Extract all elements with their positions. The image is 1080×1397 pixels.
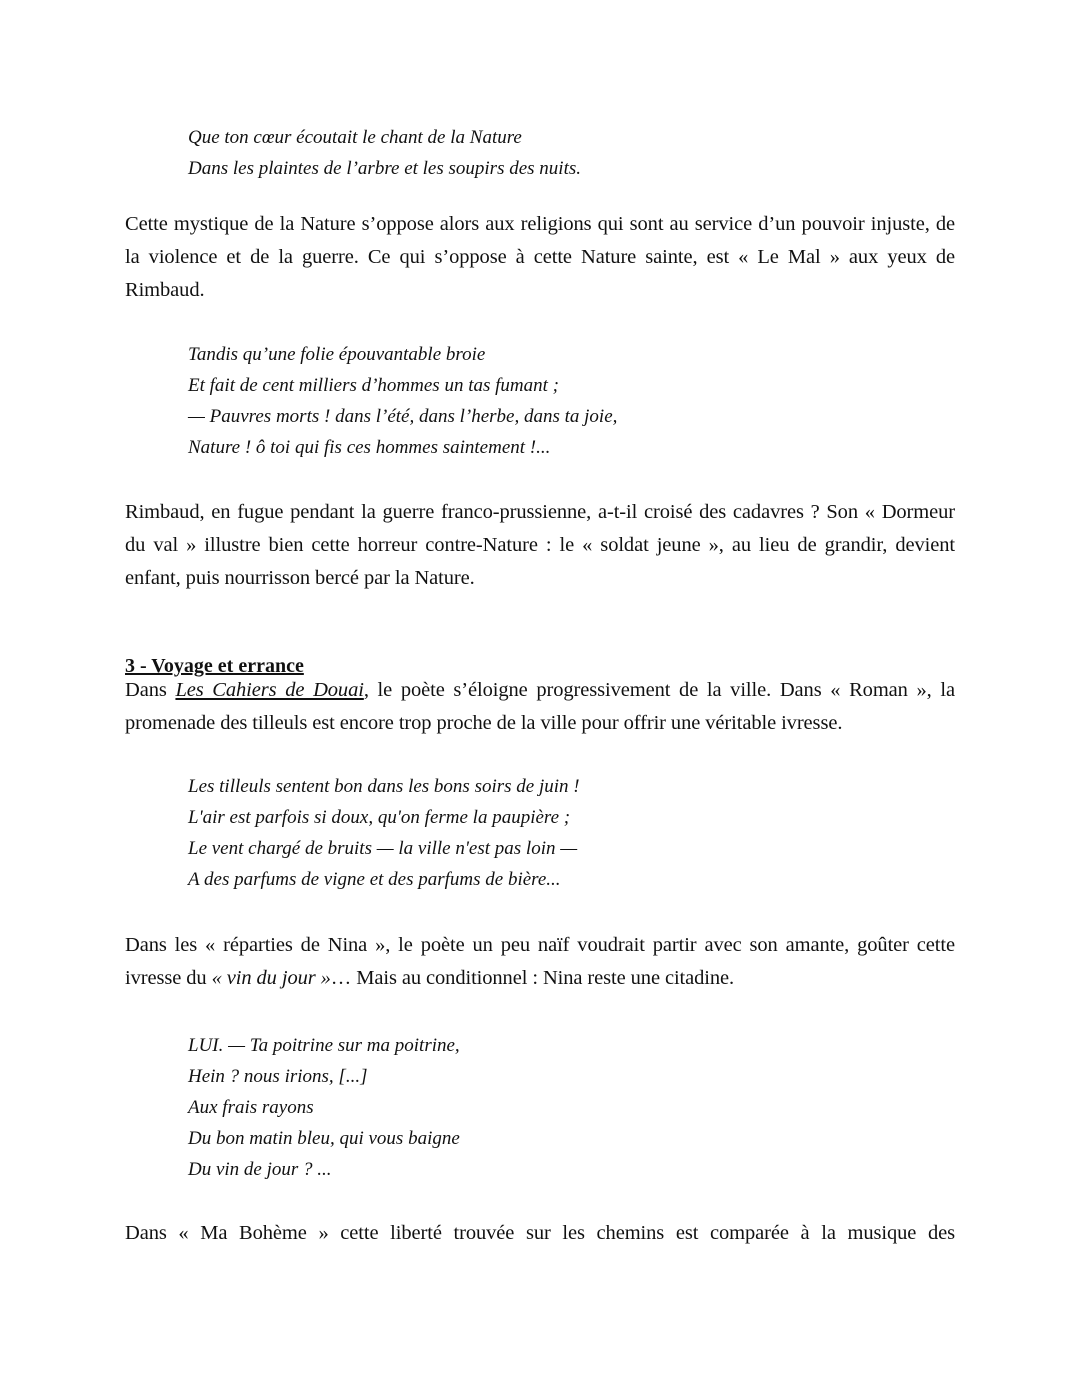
verse-quote-3: [188, 771, 580, 895]
verse-line: A des parfums de vigne et des parfums de bière...: [188, 869, 561, 890]
text-run: , le poète s’éloigne progressivement de la ville. Dans « Roman », la promenade des tilleuls est encore trop proche de la ville pour offrir une véritable ivresse.: [125, 679, 955, 734]
verse-line: Dans les plaintes de l’arbre et les soupirs des nuits.: [188, 158, 581, 179]
verse-line: Les tilleuls sentent bon dans les bons soirs de juin !: [188, 776, 580, 797]
paragraph-text: Dans « Ma Bohème » cette liberté trouvée sur les chemins est comparée à la musique des: [125, 1222, 955, 1244]
section-heading: 3 - Voyage et errance: [125, 655, 304, 677]
text-run: … Mais au conditionnel : Nina reste une citadine.: [330, 967, 735, 989]
book-title: Les Cahiers de Douai: [175, 679, 364, 701]
paragraph-text: Cette mystique de la Nature s’oppose alors aux religions qui sont au service d’un pouvoir injuste, de la violence et de la guerre. Ce qui s’oppose à cette Nature sainte, est « Le Mal » aux yeux de Rimbaud.: [125, 213, 955, 301]
verse-line: LUI. — Ta poitrine sur ma poitrine,: [188, 1035, 460, 1056]
paragraph-4: [125, 929, 955, 995]
text-run: Dans les « réparties de Nina », le poète un peu naïf voudrait partir avec son amante, goûter cette ivresse du: [125, 934, 955, 989]
paragraph-text: [125, 674, 955, 740]
paragraph-text: [125, 929, 955, 995]
text-run: Dans: [125, 679, 176, 701]
verse-line: Tandis qu’une folie épouvantable broie: [188, 344, 486, 365]
verse-line: L'air est parfois si doux, qu'on ferme la paupière ;: [188, 807, 571, 828]
verse-line: Et fait de cent milliers d’hommes un tas fumant ;: [188, 375, 559, 396]
verse-line: Nature ! ô toi qui fis ces hommes saintement !...: [188, 437, 551, 458]
verse-line: Que ton cœur écoutait le chant de la Nature: [188, 127, 522, 148]
paragraph-3: [125, 674, 955, 740]
verse-quote-4: [188, 1030, 460, 1185]
verse-line: Du bon matin bleu, qui vous baigne: [188, 1128, 460, 1149]
verse-line: — Pauvres morts ! dans l’été, dans l’herbe, dans ta joie,: [188, 406, 618, 427]
paragraph-5: [125, 1217, 955, 1250]
verse-line: Le vent chargé de bruits — la ville n'est pas loin —: [188, 838, 578, 859]
paragraph-1: [125, 208, 955, 307]
verse-line: Aux frais rayons: [188, 1097, 314, 1118]
verse-line: Hein ? nous irions, [...]: [188, 1066, 368, 1087]
verse-quote-1: [188, 122, 581, 184]
verse-quote-2: [188, 339, 617, 463]
verse-line: Du vin de jour ? ...: [188, 1159, 332, 1180]
paragraph-text: Rimbaud, en fugue pendant la guerre franco-prussienne, a-t-il croisé des cadavres ? Son « Dormeur du val » illustre bien cette horreur contre-Nature : le « soldat jeune », au lieu de grandir, devient enfant, puis nourrisson bercé par la Nature.: [125, 501, 955, 589]
paragraph-2: [125, 496, 955, 595]
inline-quote: « vin du jour »: [211, 967, 331, 989]
